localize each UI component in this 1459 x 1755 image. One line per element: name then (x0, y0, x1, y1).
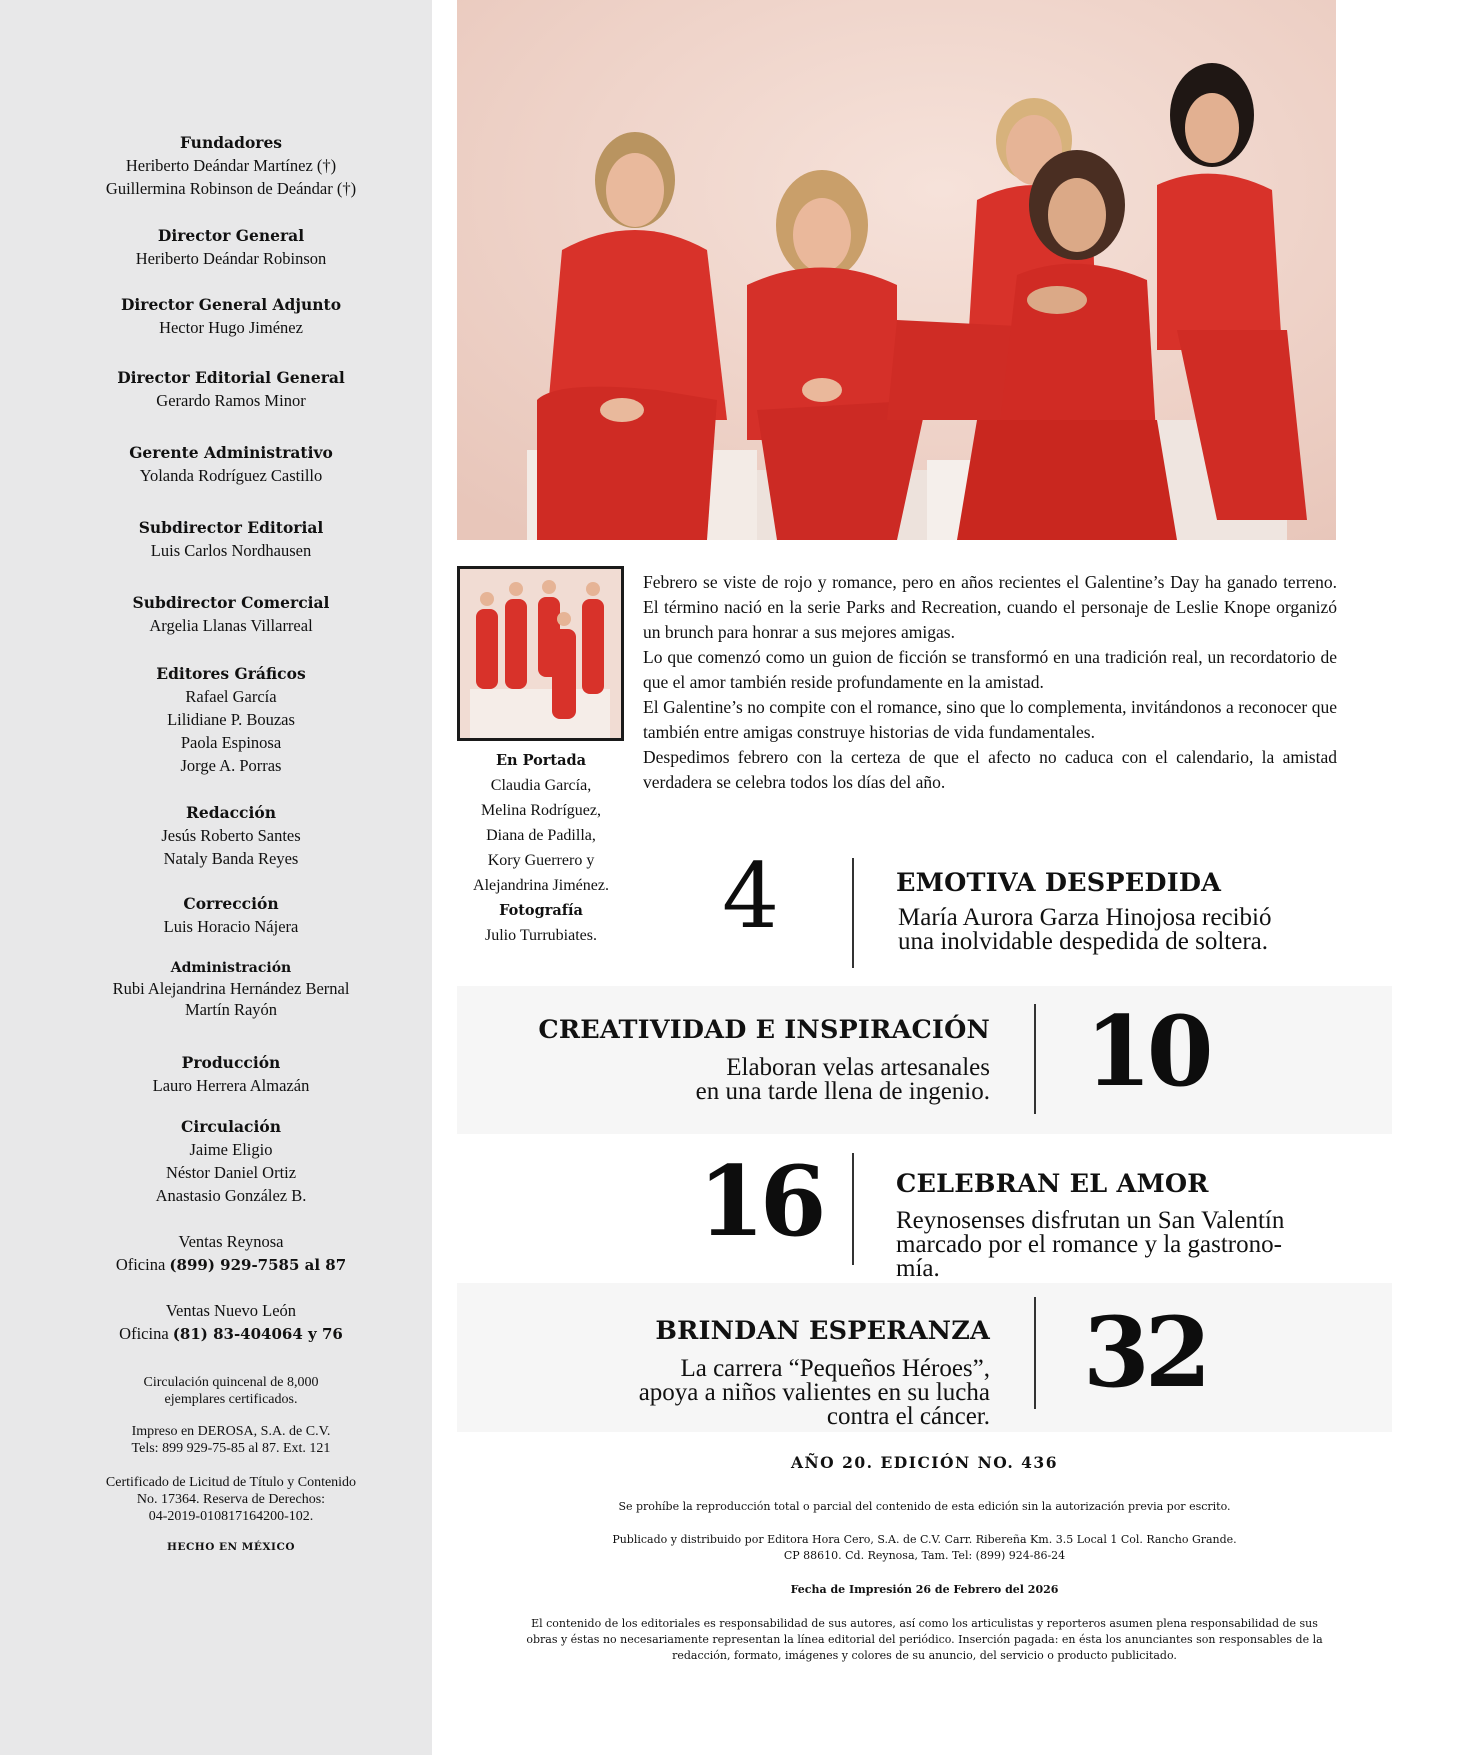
credit-redaccion (0, 801, 462, 870)
cover-thumbnail-illustration (460, 569, 621, 738)
divider (852, 1153, 854, 1265)
sales-office (0, 1253, 462, 1277)
disclaimer-line: El contenido de los editoriales es responsabilidad de sus autores, así como los articulistas y reporteros asumen plena responsabilidad de sus (531, 1617, 1318, 1630)
credit-name: Luis Carlos Nordhausen (150, 541, 312, 560)
page-number: 4 (722, 844, 775, 949)
credit-role: Administración (170, 960, 292, 976)
page-number: 16 (698, 1145, 822, 1258)
cover-name: Diana de Padilla, (486, 827, 596, 844)
credit-role: Director General (157, 226, 305, 245)
credit-name: Gerardo Ramos Minor (156, 391, 306, 410)
note-line: ejemplares certificados. (164, 1392, 298, 1407)
note-line: Impreso en DEROSA, S.A. de C.V. (131, 1424, 331, 1439)
credit-name: Heriberto Deándar Martínez (†) (125, 156, 337, 175)
credit-name: Néstor Daniel Ortiz (165, 1163, 297, 1182)
credit-name: Luis Horacio Nájera (163, 917, 299, 936)
credit-director-general (0, 224, 462, 270)
publisher-line: Publicado y distribuido por Editora Hora Cero, S.A. de C.V. Carr. Ribereña Km. 3.5 Local 1 Col. Rancho Grande. (612, 1533, 1237, 1546)
credit-role: Fundadores (179, 133, 283, 152)
credit-administracion (0, 958, 462, 1020)
sales-office (0, 1322, 462, 1346)
credit-role: Corrección (183, 894, 279, 913)
note-line: No. 17364. Reserva de Derechos: (136, 1492, 326, 1507)
sales-phone: (899) 929-7585 al 87 (169, 1256, 347, 1274)
disclaimer (457, 1616, 1392, 1664)
entry-title: EMOTIVA DESPEDIDA (896, 868, 1222, 898)
credit-name: Rafael García (185, 687, 277, 706)
credit-gerente (0, 441, 462, 487)
page-number: 32 (1083, 1296, 1207, 1409)
photo-credit-title: Fotografía (499, 902, 583, 919)
entry-title: CELEBRAN EL AMOR (896, 1169, 1209, 1199)
credit-role: Director Editorial General (117, 368, 345, 387)
credit-editores-graficos (0, 662, 462, 777)
credit-name: Jaime Eligio (189, 1140, 273, 1159)
editorial-intro (643, 570, 1337, 795)
sales-label: Ventas Nuevo León (165, 1301, 297, 1320)
made-in-mexico: HECHO EN MÉXICO (167, 1541, 295, 1553)
credit-role: Editores Gráficos (156, 664, 306, 683)
sidebar-credits (0, 0, 432, 1755)
intro-paragraph: Febrero se viste de rojo y romance, pero en años recientes el Galentine’s Day ha ganado terreno. El término nació en la serie Parks and Recreation, cuando el personaje de Leslie Knope organizó un brunch para honrar a sus mejores amigas. (643, 572, 1337, 642)
sales-phone: (81) 83-404064 y 76 (172, 1325, 343, 1343)
credit-name: Hector Hugo Jiménez (159, 318, 303, 337)
entry-title: CREATIVIDAD E INSPIRACIÓN (538, 1015, 990, 1045)
note-line: Certificado de Licitud de Título y Contenido (105, 1475, 357, 1490)
credit-director-adjunto (0, 293, 462, 339)
credit-name: Lauro Herrera Almazán (152, 1076, 310, 1095)
credit-name: Argelia Llanas Villarreal (149, 616, 313, 635)
cover-caption-title: En Portada (495, 752, 587, 769)
cover-name: Alejandrina Jiménez. (473, 877, 609, 894)
credit-name: Nataly Banda Reyes (163, 849, 299, 868)
office-prefix: Oficina (115, 1255, 166, 1274)
credit-role: Subdirector Comercial (132, 593, 330, 612)
cover-photo (457, 0, 1336, 540)
office-prefix: Oficina (119, 1324, 169, 1343)
credit-name: Rubi Alejandrina Hernández Bernal (112, 979, 350, 998)
cover-caption (455, 748, 627, 948)
divider (852, 858, 854, 968)
entry-description: María Aurora Garza Hinojosa recibió una inolvidable despedida de soltera. (898, 904, 1272, 955)
entry-description: La carrera “Pequeños Héroes”, apoya a niños valientes en su lucha contra el cáncer. (638, 1355, 990, 1430)
rights-notice: Se prohíbe la reproducción total o parcial del contenido de esta edición sin la autorización previa por escrito. (618, 1500, 1231, 1513)
divider (1034, 1004, 1036, 1114)
cover-name: Melina Rodríguez, (481, 802, 601, 819)
credit-role: Producción (181, 1053, 281, 1072)
edition-number: AÑO 20. EDICIÓN NO. 436 (790, 1453, 1059, 1472)
print-date: Fecha de Impresión 26 de Febrero del 2026 (790, 1583, 1059, 1596)
credit-name: Guillermina Robinson de Deándar (†) (105, 179, 357, 198)
credit-subdirector-comercial (0, 591, 462, 637)
cover-thumbnail (457, 566, 624, 741)
credit-name: Lilidiane P. Bouzas (167, 710, 295, 729)
credit-founders (0, 131, 462, 200)
intro-paragraph: Lo que comenzó como un guion de ficción se transformó en una tradición real, un recordatorio de que el amor también reside profundamente en la amistad. (643, 647, 1337, 692)
credit-circulacion (0, 1115, 462, 1207)
credit-name: Martín Rayón (184, 1000, 278, 1019)
credit-role: Redacción (186, 803, 276, 822)
credit-name: Yolanda Rodríguez Castillo (139, 466, 323, 485)
cover-name: Kory Guerrero y (487, 852, 595, 869)
credit-role: Circulación (181, 1117, 281, 1136)
cover-photo-illustration (457, 0, 1336, 540)
cover-name: Claudia García, (490, 777, 592, 794)
credit-name: Jorge A. Porras (180, 756, 282, 775)
note-line: Tels: 899 929-75-85 al 87. Ext. 121 (131, 1441, 331, 1456)
publisher-notice (457, 1532, 1392, 1564)
credit-name: Jesús Roberto Santes (161, 826, 301, 845)
credit-name: Anastasio González B. (155, 1186, 307, 1205)
disclaimer-line: obras y éstas no necesariamente representan la línea editorial del periódico. Inserción pagada: en ésta los anunciantes son responsables de la (526, 1633, 1323, 1646)
credit-role: Subdirector Editorial (138, 518, 324, 537)
credit-produccion (0, 1051, 462, 1097)
page-number: 10 (1085, 995, 1209, 1108)
sales-label: Ventas Reynosa (178, 1232, 284, 1251)
print-note (0, 1423, 462, 1457)
divider (1034, 1297, 1036, 1409)
intro-paragraph: Despedimos febrero con la certeza de que el afecto no caduca con el calendario, la amistad verdadera se celebra todos los días del año. (643, 747, 1337, 792)
credit-role: Gerente Administrativo (129, 443, 333, 462)
note-line: 04-2019-010817164200-102. (148, 1509, 314, 1524)
entry-description: Elaboran velas artesanales en una tarde llena de ingenio. (695, 1054, 990, 1105)
disclaimer-line: redacción, formato, imágenes y colores de su anuncio, del servicio o producto publicitado. (672, 1649, 1177, 1662)
intro-paragraph: El Galentine’s no compite con el romance, sino que lo complementa, invitándonos a reconocer que también entre amigas construye historias de vida fundamentales. (643, 697, 1337, 742)
note-line: Circulación quincenal de 8,000 (143, 1375, 319, 1390)
credit-name: Heriberto Deándar Robinson (135, 249, 327, 268)
sales-nuevo-leon (0, 1299, 462, 1346)
entry-title: BRINDAN ESPERANZA (655, 1316, 990, 1346)
sales-reynosa (0, 1230, 462, 1277)
circulation-note (0, 1374, 462, 1408)
publisher-line: CP 88610. Cd. Reynosa, Tam. Tel: (899) 924-86-24 (783, 1549, 1066, 1562)
credit-name: Paola Espinosa (180, 733, 282, 752)
credit-subdirector-editorial (0, 516, 462, 562)
credit-role: Director General Adjunto (120, 295, 342, 314)
credit-director-editorial (0, 366, 462, 412)
entry-description: Reynosenses disfrutan un San Valentín marcado por el romance y la gastrono- mía. (896, 1207, 1285, 1282)
credit-correccion (0, 892, 462, 938)
photographer: Julio Turrubiates. (484, 927, 597, 944)
certificate-note (0, 1474, 462, 1525)
